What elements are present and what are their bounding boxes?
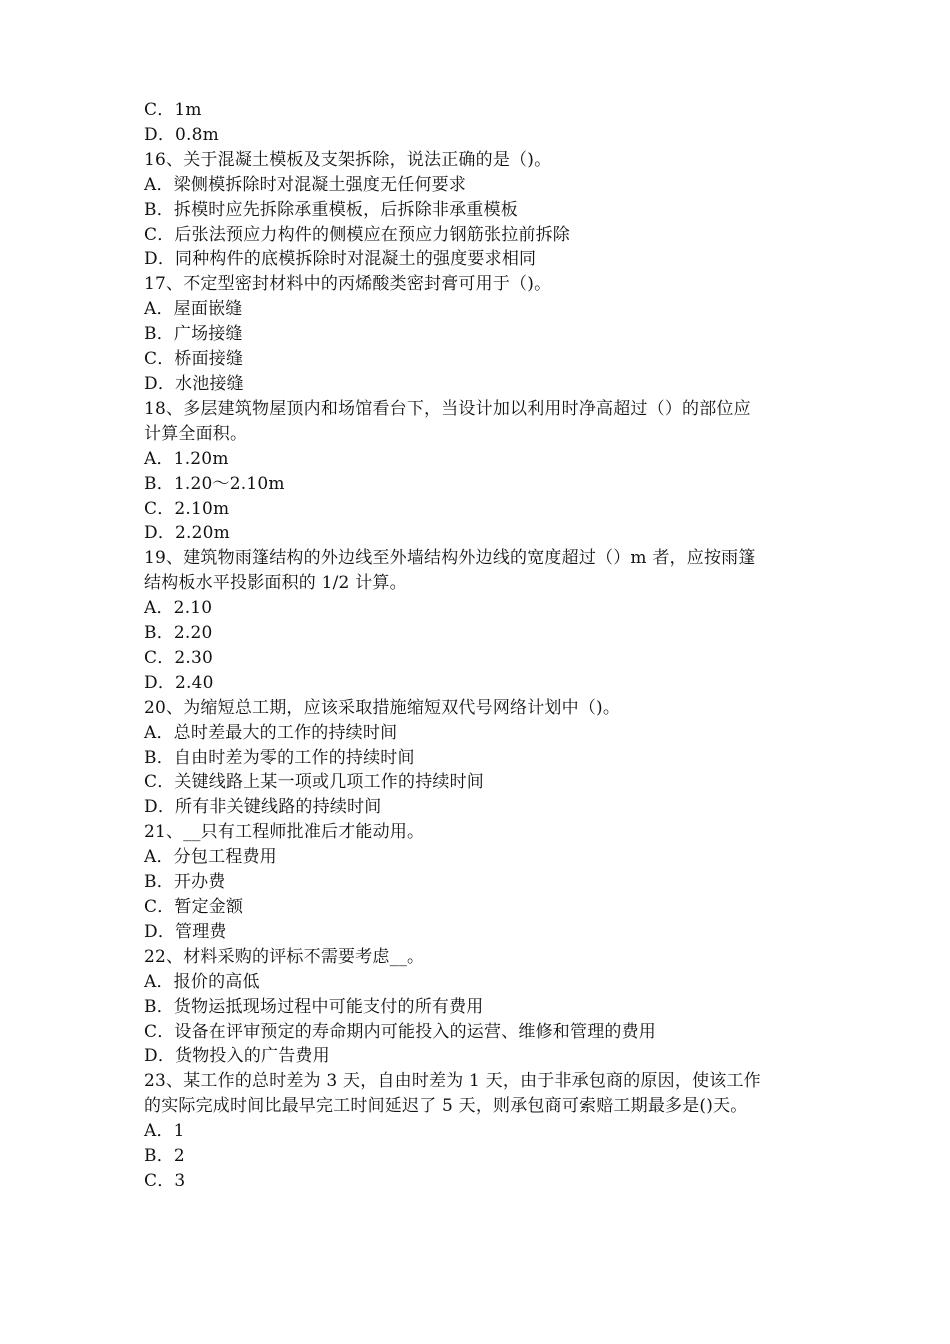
option-line: C．1m: [144, 100, 202, 120]
option-line: C．后张法预应力构件的侧模应在预应力钢筋张拉前拆除: [144, 224, 571, 245]
option-line: A．1.20m: [144, 448, 229, 469]
question-18-line: 18、多层建筑物屋顶内和场馆看台下，当设计加以利用时净高超过（）的部位应: [144, 398, 751, 419]
option-line: D．水池接缝: [144, 373, 244, 394]
option-line: D．2.40: [144, 672, 214, 693]
option-line: C．设备在评审预定的寿命期内可能投入的运营、维修和管理的费用: [144, 1021, 657, 1042]
question-16-line: 16、关于混凝土模板及支架拆除，说法正确的是（)。: [144, 149, 552, 170]
option-line: B．拆模时应先拆除承重模板，后拆除非承重模板: [144, 199, 518, 220]
option-line: C．桥面接缝: [144, 349, 244, 370]
option-line: A．梁侧模拆除时对混凝土强度无任何要求: [144, 174, 467, 195]
option-line: D．2.20m: [144, 523, 231, 544]
question-20-line: 20、为缩短总工期，应该采取措施缩短双代号网络计划中（)。: [144, 697, 621, 718]
option-line: B．开办费: [144, 872, 226, 893]
option-line: B．自由时差为零的工作的持续时间: [144, 747, 415, 768]
option-line: C．关键线路上某一项或几项工作的持续时间: [144, 772, 485, 793]
option-line: D．0.8m: [144, 124, 219, 145]
option-line: C．暂定金额: [144, 897, 244, 917]
question-19-line: 19、建筑物雨篷结构的外边线至外墙结构外边线的宽度超过（）m 者，应按雨篷: [144, 548, 756, 569]
option-line: D．所有非关键线路的持续时间: [144, 797, 382, 818]
option-line: A．屋面嵌缝: [144, 299, 243, 320]
question-18-continuation: 计算全面积。: [144, 423, 248, 444]
option-line: A．1: [144, 1121, 185, 1142]
option-line: B．2: [144, 1146, 185, 1167]
option-line: B．广场接缝: [144, 324, 243, 345]
option-line: D．同种构件的底模拆除时对混凝土的强度要求相同: [144, 249, 537, 270]
option-line: D．货物投入的广告费用: [144, 1046, 330, 1067]
option-line: B．1.20～2.10m: [144, 473, 285, 494]
question-17-line: 17、不定型密封材料中的丙烯酸类密封膏可用于（)。: [144, 274, 552, 295]
option-line: B．2.20: [144, 623, 213, 644]
option-line: C．2.30: [144, 647, 214, 668]
option-line: A．2.10: [144, 598, 213, 619]
option-line: A．报价的高低: [144, 971, 260, 992]
question-19-continuation: 结构板水平投影面积的 1/2 计算。: [144, 573, 407, 594]
option-line: C．2.10m: [144, 498, 230, 519]
option-line: D．管理费: [144, 921, 227, 942]
option-line: A．总时差最大的工作的持续时间: [144, 722, 398, 743]
question-23-line: 23、某工作的总时差为 3 天，自由时差为 1 天，由于非承包商的原因，使该工作: [144, 1071, 761, 1092]
option-line: B．货物运抵现场过程中可能支付的所有费用: [144, 996, 484, 1017]
option-line: A．分包工程费用: [144, 847, 277, 868]
question-22-line: 22、材料采购的评标不需要考虑__。: [144, 946, 425, 967]
question-21-line: 21、__只有工程师批准后才能动用。: [144, 822, 425, 843]
question-23-continuation: 的实际完成时间比最早完工时间延迟了 5 天，则承包商可索赔工期最多是()天。: [144, 1096, 748, 1117]
exam-text-body: [144, 98, 824, 1194]
option-line: C．3: [144, 1170, 186, 1191]
